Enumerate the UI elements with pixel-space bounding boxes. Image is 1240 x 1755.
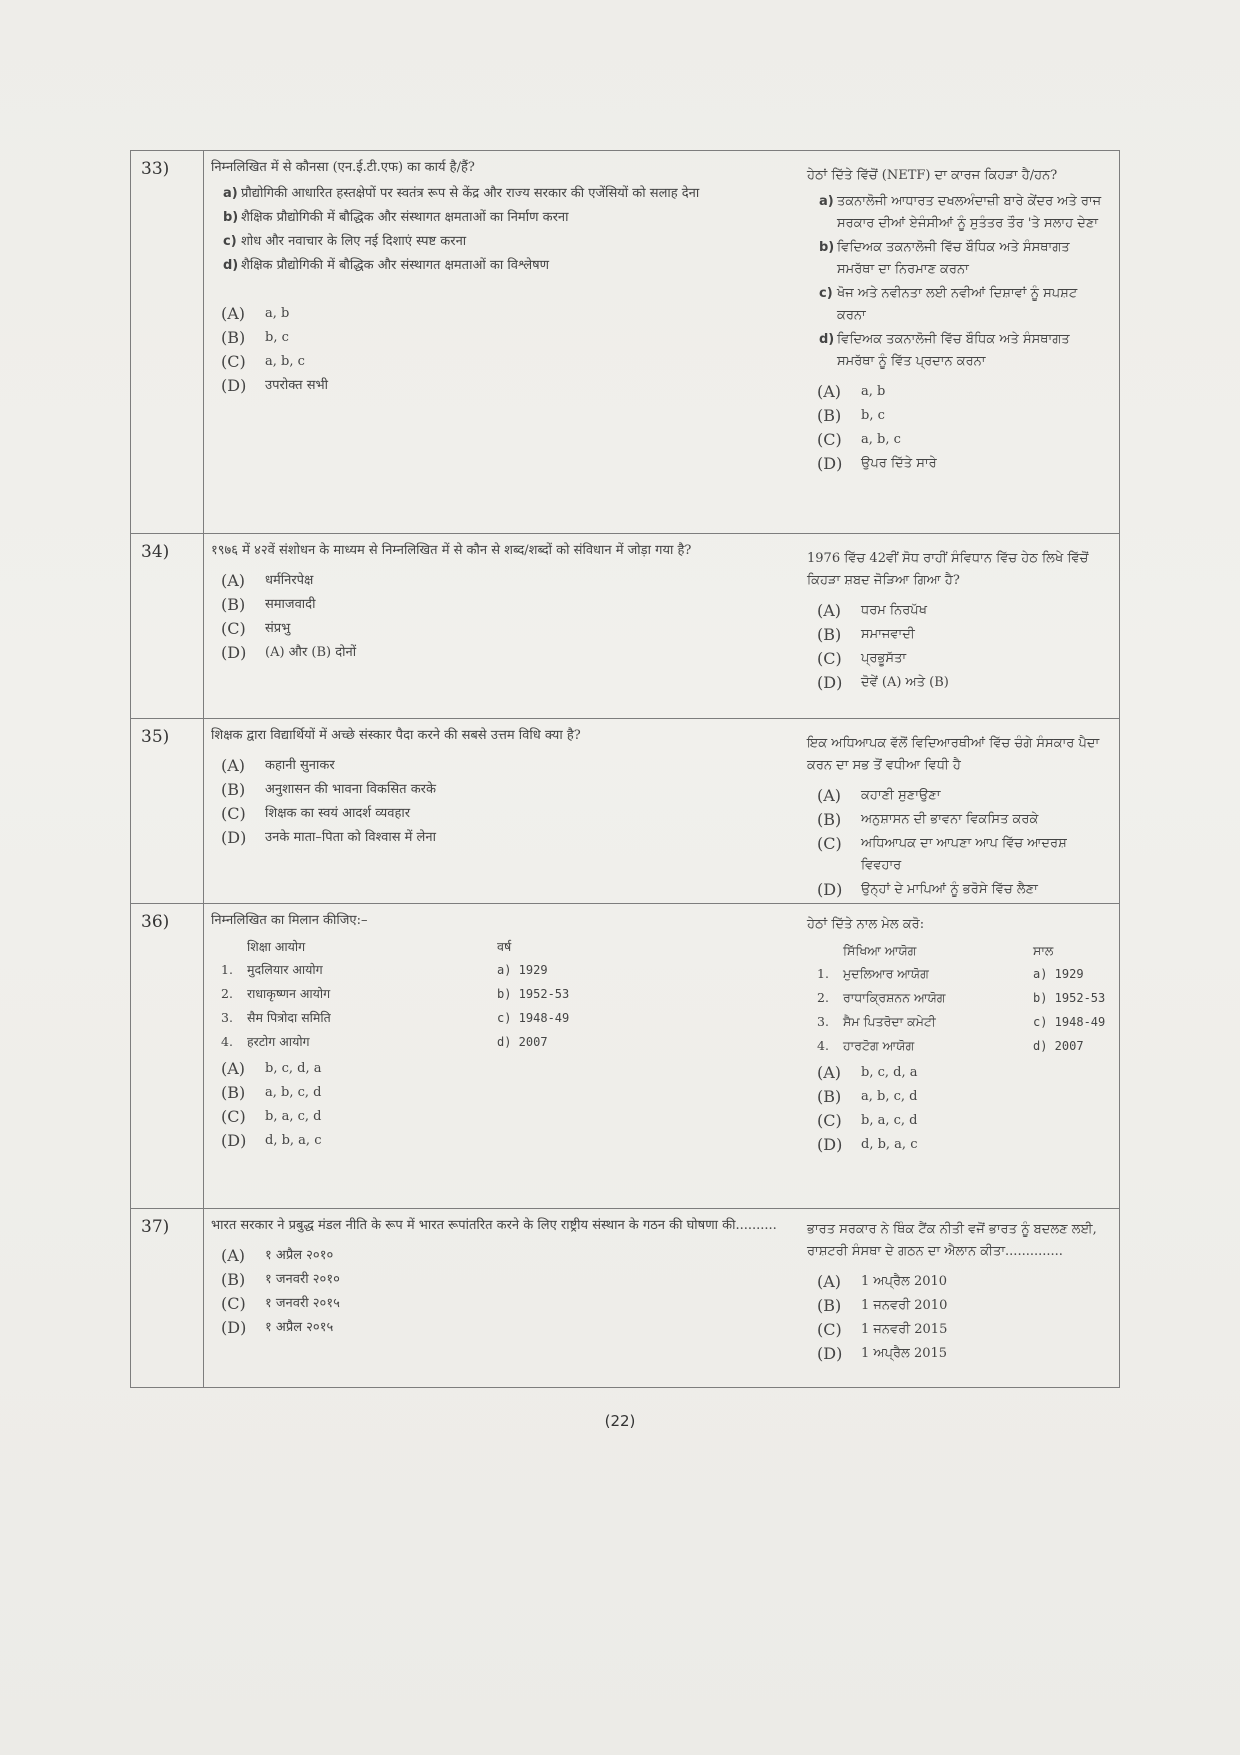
- sub-statement: a) प्रौद्योगिकी आधारित हस्तक्षेपों पर स्वतंत्र रूप से केंद्र और राज्य सरकार की एजेंसियों को सलाह देना: [223, 186, 700, 201]
- hindi-column: [211, 1215, 781, 1339]
- match-header: शिक्षा आयोग वर्ष: [247, 939, 512, 954]
- sub-statement: a) ਤਕਨਾਲੋਜੀ ਆਧਾਰਤ ਦਖਲਅੰਦਾਜ਼ੀ ਬਾਰੇ ਕੇਂਦਰ ਅਤੇ ਰਾਜ ਸਰਕਾਰ ਦੀਆਂ ਏਜੰਸੀਆਂ ਨੂੰ ਸੁਤੰਤਰ ਤੌਰ 'ਤੇ ਸਲਾਹ ਦੇਣਾ: [819, 194, 1102, 231]
- question-35: [131, 718, 1119, 903]
- question-stem: ਭਾਰਤ ਸਰਕਾਰ ਨੇ ਥਿੰਕ ਟੈਂਕ ਨੀਤੀ ਵਜੋਂ ਭਾਰਤ ਨੂੰ ਬਦਲਣ ਲਈ, ਰਾਸ਼ਟਰੀ ਸੰਸਥਾ ਦੇ ਗਠਨ ਦਾ ਐਲਾਨ ਕੀਤਾ..............: [807, 1222, 1097, 1259]
- option-a: (A) धर्मनिरपेक्ष: [221, 571, 314, 590]
- sub-statement: c) शोध और नवाचार के लिए नई दिशाएं स्पष्ट करना: [223, 234, 467, 249]
- punjabi-column: [807, 548, 1107, 694]
- option-b: (B) b, c: [221, 328, 289, 347]
- option-d: (D) (A) और (B) दोनों: [221, 643, 357, 662]
- option-d: (D) d, b, a, c: [221, 1131, 322, 1150]
- question-stem: शिक्षक द्वारा विद्यार्थियों में अच्छे संस्कार पैदा करने की सबसे उत्तम विधि क्या है?: [211, 728, 581, 743]
- options: [807, 381, 1107, 475]
- option-c: (C) ਪ੍ਰਭੂਸੱਤਾ: [817, 649, 907, 668]
- option-b: (B) a, b, c, d: [817, 1087, 918, 1106]
- option-c: (C) शिक्षक का स्वयं आदर्श व्यवहार: [221, 804, 411, 823]
- options: [807, 1271, 1107, 1365]
- question-number: 37): [141, 1217, 170, 1237]
- sub-statement: d) शैक्षिक प्रौद्योगिकी में बौद्धिक और संस्थागत क्षमताओं का विश्लेषण: [223, 258, 550, 273]
- option-b: (B) b, c: [817, 406, 885, 425]
- option-b: (B) a, b, c, d: [221, 1083, 322, 1102]
- punjabi-column: [807, 1219, 1107, 1365]
- match-header: ਸਿੱਖਿਆ ਆਯੋਗ ਸਾਲ: [843, 943, 1054, 958]
- option-d: (D) d, b, a, c: [817, 1135, 918, 1154]
- options: [211, 1245, 781, 1339]
- option-c: (C) a, b, c: [817, 430, 901, 449]
- option-d: (D) ਉਨ੍ਹਾਂ ਦੇ ਮਾਪਿਆਂ ਨੂੰ ਭਰੋਸੇ ਵਿੱਚ ਲੈਣਾ: [817, 880, 1038, 899]
- question-number: 35): [141, 727, 170, 747]
- option-a: (A) ਕਹਾਣੀ ਸੁਣਾਉਣਾ: [817, 786, 941, 805]
- sub-statement: b) ਵਿਦਿਅਕ ਤਕਨਾਲੋਜੀ ਵਿੱਚ ਬੌਧਿਕ ਅਤੇ ਸੰਸਥਾਗਤ ਸਮਰੱਥਾ ਦਾ ਨਿਰਮਾਣ ਕਰਨਾ: [819, 240, 1070, 277]
- question-stem: 1976 ਵਿੱਚ 42ਵੀਂ ਸੋਧ ਰਾਹੀਂ ਸੰਵਿਧਾਨ ਵਿੱਚ ਹੇਠ ਲਿਖੇ ਵਿੱਚੋਂ ਕਿਹੜਾ ਸ਼ਬਦ ਜੋੜਿਆ ਗਿਆ ਹੈ?: [807, 551, 1089, 588]
- question-number: 34): [141, 542, 170, 562]
- options: [211, 1058, 781, 1152]
- question-34: [131, 533, 1119, 718]
- question-stem: ਹੇਠਾਂ ਦਿੱਤੇ ਨਾਲ ਮੇਲ ਕਰੋ:: [807, 917, 925, 932]
- question-stem: ਇਕ ਅਧਿਆਪਕ ਵੱਲੋਂ ਵਿਦਿਆਰਥੀਆਂ ਵਿੱਚ ਚੰਗੇ ਸੰਸਕਾਰ ਪੈਦਾ ਕਰਨ ਦਾ ਸਭ ਤੋਂ ਵਧੀਆ ਵਿਧੀ ਹੈ: [807, 736, 1100, 773]
- question-37: [131, 1208, 1119, 1387]
- options: [211, 303, 781, 397]
- option-a: (A) 1 ਅਪ੍ਰੈਲ 2010: [817, 1272, 948, 1291]
- sub-statement: d) ਵਿਦਿਅਕ ਤਕਨਾਲੋਜੀ ਵਿੱਚ ਬੌਧਿਕ ਅਤੇ ਸੰਸਥਾਗਤ ਸਮਰੱਥਾ ਨੂੰ ਵਿੱਤ ਪ੍ਰਦਾਨ ਕਰਨਾ: [819, 332, 1070, 369]
- options: [807, 600, 1107, 694]
- options: [211, 570, 781, 664]
- options: [807, 785, 1107, 901]
- option-a: (A) a, b: [817, 382, 886, 401]
- option-a: (A) १ अप्रैल २०१०: [221, 1246, 334, 1265]
- option-d: (D) उपरोक्त सभी: [221, 376, 328, 395]
- hindi-column: [211, 540, 781, 664]
- question-stem: १९७६ में ४२वें संशोधन के माध्यम से निम्नलिखित में से कौन से शब्द/शब्दों को संविधान में जोड़ा गया है?: [211, 543, 692, 558]
- punjabi-column: [807, 914, 1107, 1156]
- options: [807, 1062, 1107, 1156]
- option-a: (A) a, b: [221, 304, 290, 323]
- options: [211, 755, 781, 849]
- question-36: [131, 903, 1119, 1208]
- punjabi-column: [807, 165, 1107, 475]
- hindi-column: [211, 910, 781, 1152]
- question-number: 33): [141, 159, 170, 179]
- match-row: 4. ਹਾਰਟੋਗ ਆਯੋਗ d) 2007: [817, 1038, 1084, 1053]
- sub-statement: c) ਖੋਜ ਅਤੇ ਨਵੀਨਤਾ ਲਈ ਨਵੀਆਂ ਦਿਸ਼ਾਵਾਂ ਨੂੰ ਸਪਸ਼ਟ ਕਰਨਾ: [819, 286, 1078, 323]
- option-a: (A) कहानी सुनाकर: [221, 756, 335, 775]
- match-row: 2. राधाकृष्णन आयोग b) 1952-53: [221, 986, 570, 1001]
- question-33: [131, 151, 1119, 533]
- option-c: (C) a, b, c: [221, 352, 305, 371]
- option-b: (B) समाजवादी: [221, 595, 316, 614]
- match-row: 1. ਮੁਦਲਿਆਰ ਆਯੋਗ a) 1929: [817, 966, 1084, 981]
- option-c: (C) 1 ਜਨਵਰੀ 2015: [817, 1320, 948, 1339]
- question-stem: निम्नलिखित का मिलान कीजिए:–: [211, 913, 368, 928]
- option-b: (B) ਅਨੁਸ਼ਾਸਨ ਦੀ ਭਾਵਨਾ ਵਿਕਸਿਤ ਕਰਕੇ: [817, 810, 1039, 829]
- question-stem: भारत सरकार ने प्रबुद्ध मंडल नीति के रूप में भारत रूपांतरित करने के लिए राष्ट्रीय संस्थान के गठन की घोषणा की..........: [211, 1218, 777, 1233]
- hindi-column: [211, 725, 781, 849]
- option-d: (D) ਦੋਵੇਂ (A) ਅਤੇ (B): [817, 673, 949, 692]
- option-d: (D) ਉਪਰ ਦਿੱਤੇ ਸਾਰੇ: [817, 454, 937, 473]
- match-row: 3. सैम पित्रोदा समिति c) 1948-49: [221, 1010, 570, 1025]
- match-row: 4. हरटोग आयोग d) 2007: [221, 1034, 548, 1049]
- option-d: (D) 1 ਅਪ੍ਰੈਲ 2015: [817, 1344, 948, 1363]
- question-table: [130, 150, 1120, 1388]
- match-row: 1. मुदलियार आयोग a) 1929: [221, 962, 548, 977]
- option-b: (B) 1 ਜਨਵਰੀ 2010: [817, 1296, 948, 1315]
- option-d: (D) उनके माता–पिता को विश्वास में लेना: [221, 828, 436, 847]
- match-row: 3. ਸੈਮ ਪਿਤਰੋਦਾ ਕਮੇਟੀ c) 1948-49: [817, 1014, 1106, 1029]
- option-c: (C) संप्रभु: [221, 619, 291, 638]
- question-stem: ਹੇਠਾਂ ਦਿੱਤੇ ਵਿੱਚੋਂ (NETF) ਦਾ ਕਾਰਜ ਕਿਹੜਾ ਹੈ/ਹਨ?: [807, 168, 1058, 183]
- question-stem: निम्नलिखित में से कौनसा (एन.ई.टी.एफ) का कार्य है/हैं?: [211, 160, 475, 175]
- option-a: (A) b, c, d, a: [817, 1063, 918, 1082]
- punjabi-column: [807, 733, 1107, 901]
- option-a: (A) b, c, d, a: [221, 1059, 322, 1078]
- match-row: 2. ਰਾਧਾਕ੍ਰਿਸ਼ਨਨ ਆਯੋਗ b) 1952-53: [817, 990, 1106, 1005]
- option-c: (C) b, a, c, d: [817, 1111, 918, 1130]
- option-c: (C) b, a, c, d: [221, 1107, 322, 1126]
- option-b: (B) ਸਮਾਜਵਾਦੀ: [817, 625, 915, 644]
- option-c: (C) १ जनवरी २०१५: [221, 1294, 340, 1313]
- question-number: 36): [141, 912, 170, 932]
- page-number: (22): [604, 1412, 636, 1430]
- option-d: (D) १ अप्रैल २०१५: [221, 1318, 334, 1337]
- sub-statement: b) शैक्षिक प्रौद्योगिकी में बौद्धिक और संस्थागत क्षमताओं का निर्माण करना: [223, 210, 569, 225]
- option-c: (C) ਅਧਿਆਪਕ ਦਾ ਆਪਣਾ ਆਪ ਵਿੱਚ ਆਦਰਸ਼ ਵਿਵਹਾਰ: [817, 834, 1067, 873]
- hindi-column: [211, 157, 781, 397]
- option-b: (B) अनुशासन की भावना विकसित करके: [221, 780, 436, 799]
- option-b: (B) १ जनवरी २०१०: [221, 1270, 340, 1289]
- option-a: (A) ਧਰਮ ਨਿਰਪੱਖ: [817, 601, 927, 620]
